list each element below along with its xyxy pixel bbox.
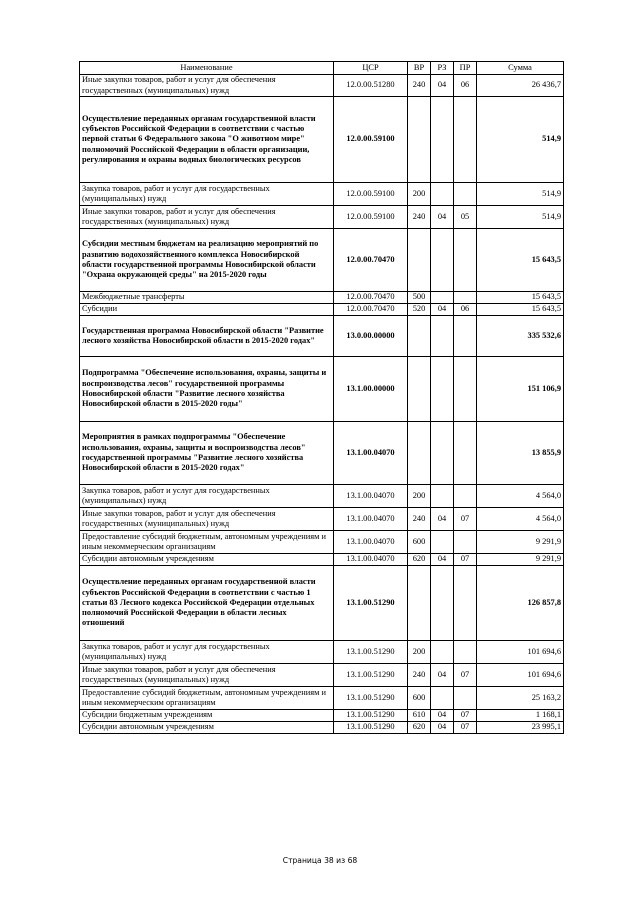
cell-name: Осуществление переданных органам государственной власти субъектов Российской Федерации в соответствии с частью первой статьи 6 Федерального закона "О животном мире" полномочий Российской Федерации в области организации, регулирования и охраны водных биологических ресурсов bbox=[80, 97, 334, 183]
cell-name: Иные закупки товаров, работ и услуг для обеспечения государственных (муниципальных) нужд bbox=[80, 664, 334, 687]
budget-table bbox=[79, 61, 564, 734]
cell-vr: 620 bbox=[408, 554, 431, 566]
table-row bbox=[80, 206, 564, 229]
cell-rz: 04 bbox=[431, 75, 454, 97]
cell-vr bbox=[408, 316, 431, 357]
cell-pr bbox=[454, 229, 477, 292]
cell-name: Иные закупки товаров, работ и услуг для обеспечения государственных (муниципальных) нужд bbox=[80, 75, 334, 97]
cell-name: Иные закупки товаров, работ и услуг для обеспечения государственных (муниципальных) нужд bbox=[80, 206, 334, 229]
table-row bbox=[80, 229, 564, 292]
table-row bbox=[80, 304, 564, 316]
cell-vr: 240 bbox=[408, 75, 431, 97]
cell-csr: 13.1.00.04070 bbox=[334, 508, 408, 531]
cell-name: Закупка товаров, работ и услуг для государственных (муниципальных) нужд bbox=[80, 485, 334, 508]
page-number: Страница 38 из 68 bbox=[282, 856, 358, 865]
cell-vr: 620 bbox=[408, 722, 431, 734]
cell-sum: 25 163,2 bbox=[477, 687, 564, 710]
cell-name: Государственная программа Новосибирской области "Развитие лесного хозяйства Новосибирской области в 2015-2020 годах" bbox=[80, 316, 334, 357]
cell-rz: 04 bbox=[431, 554, 454, 566]
table-row bbox=[80, 531, 564, 554]
cell-pr: 07 bbox=[454, 664, 477, 687]
cell-rz: 04 bbox=[431, 722, 454, 734]
table-row bbox=[80, 97, 564, 183]
cell-pr bbox=[454, 531, 477, 554]
cell-sum: 9 291,9 bbox=[477, 554, 564, 566]
cell-sum: 15 643,5 bbox=[477, 292, 564, 304]
table-row bbox=[80, 422, 564, 485]
cell-name: Закупка товаров, работ и услуг для государственных (муниципальных) нужд bbox=[80, 641, 334, 664]
cell-vr: 500 bbox=[408, 292, 431, 304]
cell-name: Субсидии автономным учреждениям bbox=[80, 554, 334, 566]
cell-vr: 200 bbox=[408, 485, 431, 508]
table-row bbox=[80, 664, 564, 687]
table-row bbox=[80, 316, 564, 357]
cell-vr bbox=[408, 566, 431, 641]
cell-name: Межбюджетные трансферты bbox=[80, 292, 334, 304]
cell-vr: 240 bbox=[408, 664, 431, 687]
table-row bbox=[80, 75, 564, 97]
cell-name: Субсидии бюджетным учреждениям bbox=[80, 710, 334, 722]
cell-pr bbox=[454, 357, 477, 422]
table-row bbox=[80, 183, 564, 206]
cell-csr: 13.1.00.04070 bbox=[334, 485, 408, 508]
cell-sum: 514,9 bbox=[477, 183, 564, 206]
cell-csr: 13.1.00.51290 bbox=[334, 722, 408, 734]
cell-name: Осуществление переданных органам государственной власти субъектов Российской Федерации в соответствии с частью 1 статьи 83 Лесного кодекса Российской Федерации отдельных полномочий Российской Федерации в области лесных отношений bbox=[80, 566, 334, 641]
cell-rz bbox=[431, 566, 454, 641]
cell-rz bbox=[431, 357, 454, 422]
cell-csr: 12.0.00.59100 bbox=[334, 183, 408, 206]
cell-csr: 13.1.00.51290 bbox=[334, 687, 408, 710]
cell-pr: 05 bbox=[454, 206, 477, 229]
cell-sum: 26 436,7 bbox=[477, 75, 564, 97]
table-row bbox=[80, 357, 564, 422]
cell-pr: 06 bbox=[454, 304, 477, 316]
cell-name: Предоставление субсидий бюджетным, автономным учреждениям и иным некоммерческим организациям bbox=[80, 687, 334, 710]
cell-name: Подпрограмма "Обеспечение использования, охраны, защиты и воспроизводства лесов" государственной программы Новосибирской области "Развитие лесного хозяйства Новосибирской области в 2015-2020 годы" bbox=[80, 357, 334, 422]
cell-vr: 200 bbox=[408, 641, 431, 664]
cell-rz bbox=[431, 229, 454, 292]
table-row bbox=[80, 566, 564, 641]
cell-csr: 12.0.00.70470 bbox=[334, 304, 408, 316]
cell-rz: 04 bbox=[431, 508, 454, 531]
cell-rz bbox=[431, 485, 454, 508]
cell-pr bbox=[454, 292, 477, 304]
cell-pr bbox=[454, 485, 477, 508]
cell-rz bbox=[431, 292, 454, 304]
cell-sum: 15 643,5 bbox=[477, 229, 564, 292]
cell-rz bbox=[431, 531, 454, 554]
header-pr: ПР bbox=[454, 62, 477, 75]
cell-rz: 04 bbox=[431, 304, 454, 316]
table-row bbox=[80, 722, 564, 734]
cell-sum: 335 532,6 bbox=[477, 316, 564, 357]
cell-rz bbox=[431, 183, 454, 206]
cell-vr bbox=[408, 422, 431, 485]
cell-csr: 13.0.00.00000 bbox=[334, 316, 408, 357]
cell-name: Предоставление субсидий бюджетным, автономным учреждениям и иным некоммерческим организациям bbox=[80, 531, 334, 554]
cell-name: Субсидии местным бюджетам на реализацию мероприятий по развитию водохозяйственного комплекса Новосибирской области государственной программы Новосибирской области "Охрана окружающей среды" на 2015-2020 годы bbox=[80, 229, 334, 292]
cell-csr: 12.0.00.59100 bbox=[334, 97, 408, 183]
cell-sum: 15 643,5 bbox=[477, 304, 564, 316]
cell-pr: 07 bbox=[454, 710, 477, 722]
cell-sum: 1 168,1 bbox=[477, 710, 564, 722]
header-name: Наименование bbox=[80, 62, 334, 75]
table-row bbox=[80, 292, 564, 304]
cell-csr: 12.0.00.70470 bbox=[334, 292, 408, 304]
cell-rz: 04 bbox=[431, 710, 454, 722]
table-row bbox=[80, 508, 564, 531]
table-body bbox=[80, 75, 564, 734]
cell-sum: 514,9 bbox=[477, 206, 564, 229]
cell-pr bbox=[454, 183, 477, 206]
cell-csr: 13.1.00.51290 bbox=[334, 710, 408, 722]
header-sum: Сумма bbox=[477, 62, 564, 75]
table-row bbox=[80, 641, 564, 664]
cell-sum: 23 995,1 bbox=[477, 722, 564, 734]
cell-vr: 610 bbox=[408, 710, 431, 722]
cell-pr: 07 bbox=[454, 554, 477, 566]
cell-pr: 06 bbox=[454, 75, 477, 97]
cell-rz: 04 bbox=[431, 206, 454, 229]
cell-pr bbox=[454, 422, 477, 485]
cell-sum: 13 855,9 bbox=[477, 422, 564, 485]
cell-csr: 13.1.00.51290 bbox=[334, 664, 408, 687]
cell-csr: 13.1.00.04070 bbox=[334, 531, 408, 554]
header-rz: РЗ bbox=[431, 62, 454, 75]
cell-csr: 12.0.00.59100 bbox=[334, 206, 408, 229]
table-row bbox=[80, 485, 564, 508]
cell-pr bbox=[454, 641, 477, 664]
cell-csr: 13.1.00.51290 bbox=[334, 641, 408, 664]
cell-rz: 04 bbox=[431, 664, 454, 687]
cell-csr: 13.1.00.00000 bbox=[334, 357, 408, 422]
cell-sum: 4 564,0 bbox=[477, 485, 564, 508]
cell-csr: 13.1.00.51290 bbox=[334, 566, 408, 641]
cell-vr: 240 bbox=[408, 508, 431, 531]
cell-sum: 101 694,6 bbox=[477, 664, 564, 687]
header-vr: ВР bbox=[408, 62, 431, 75]
cell-sum: 126 857,8 bbox=[477, 566, 564, 641]
cell-rz bbox=[431, 316, 454, 357]
cell-pr bbox=[454, 316, 477, 357]
cell-csr: 13.1.00.04070 bbox=[334, 554, 408, 566]
cell-pr bbox=[454, 566, 477, 641]
cell-name: Мероприятия в рамках подпрограммы "Обеспечение использования, охраны, защиты и воспроизводства лесов" государственной программы "Развитие лесного хозяйства Новосибирской области в 2015-2020 годах" bbox=[80, 422, 334, 485]
cell-rz bbox=[431, 422, 454, 485]
cell-vr: 600 bbox=[408, 687, 431, 710]
table-row bbox=[80, 687, 564, 710]
cell-name: Субсидии bbox=[80, 304, 334, 316]
cell-pr bbox=[454, 97, 477, 183]
table-row bbox=[80, 554, 564, 566]
cell-vr: 520 bbox=[408, 304, 431, 316]
cell-sum: 4 564,0 bbox=[477, 508, 564, 531]
cell-name: Субсидии автономным учреждениям bbox=[80, 722, 334, 734]
cell-name: Иные закупки товаров, работ и услуг для обеспечения государственных (муниципальных) нужд bbox=[80, 508, 334, 531]
header-csr: ЦСР bbox=[334, 62, 408, 75]
cell-rz bbox=[431, 641, 454, 664]
cell-vr bbox=[408, 357, 431, 422]
cell-rz bbox=[431, 687, 454, 710]
cell-vr: 200 bbox=[408, 183, 431, 206]
cell-vr: 240 bbox=[408, 206, 431, 229]
cell-csr: 13.1.00.04070 bbox=[334, 422, 408, 485]
cell-vr bbox=[408, 229, 431, 292]
cell-pr bbox=[454, 687, 477, 710]
cell-pr: 07 bbox=[454, 722, 477, 734]
cell-csr: 12.0.00.51280 bbox=[334, 75, 408, 97]
cell-vr bbox=[408, 97, 431, 183]
cell-sum: 151 106,9 bbox=[477, 357, 564, 422]
cell-sum: 514,9 bbox=[477, 97, 564, 183]
cell-rz bbox=[431, 97, 454, 183]
cell-pr: 07 bbox=[454, 508, 477, 531]
table-row bbox=[80, 710, 564, 722]
cell-sum: 9 291,9 bbox=[477, 531, 564, 554]
cell-csr: 12.0.00.70470 bbox=[334, 229, 408, 292]
cell-sum: 101 694,6 bbox=[477, 641, 564, 664]
cell-name: Закупка товаров, работ и услуг для государственных (муниципальных) нужд bbox=[80, 183, 334, 206]
cell-vr: 600 bbox=[408, 531, 431, 554]
table-header-row bbox=[80, 62, 564, 75]
